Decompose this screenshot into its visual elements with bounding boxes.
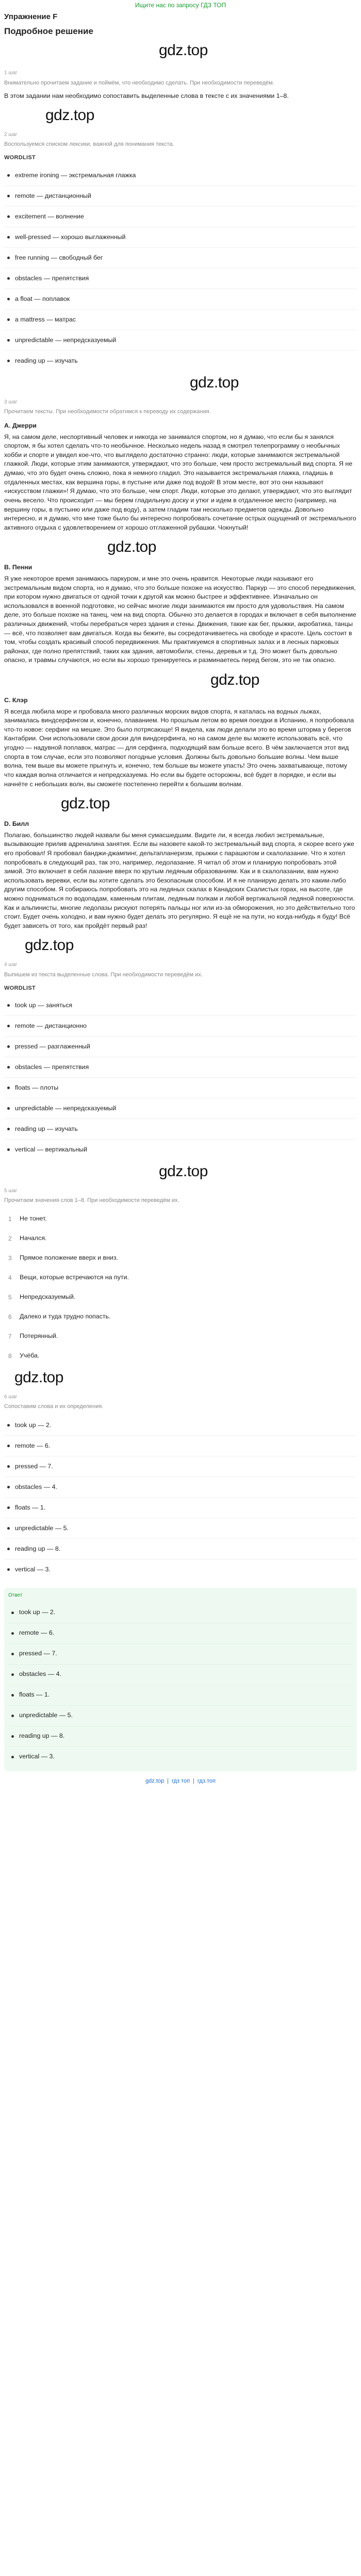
matches-list: [4, 1415, 357, 1580]
list-item: reading up — 8.: [8, 1726, 353, 1747]
bullet-icon: [11, 1612, 14, 1614]
top-banner[interactable]: Ищите нас по запросу ГДЗ ТОП: [135, 2, 226, 9]
bullet-icon: [7, 277, 10, 280]
watermark: gdz.top: [159, 1163, 208, 1180]
bullet-icon: [7, 1548, 10, 1550]
list-item: remote — дистанционно: [4, 1016, 357, 1037]
step-instruction: Воспользуемся списком лексики, важной для понимания текста.: [4, 141, 174, 148]
watermark: gdz.top: [25, 937, 74, 954]
step-label: 6 шаг: [4, 1394, 18, 1400]
bullet-icon: [7, 1148, 10, 1151]
list-item: 1 Не тонет.: [8, 1215, 47, 1223]
speaker-text: Полагаю, большинство людей назвали бы меня сумасшедшим. Видите ли, я всегда любил экстремальные, вызывающие прилив адреналина занятия. Если вы назовете какой-то экстремальный вид спорта, я скорее всего уже его пробовал! Я пробовал банджи-джампинг, дельтапланеризм, прыжки с парашютом и скалолазание. Что я хотел попробовать в следующий раз, так это, например, ледолазание. Я читал об этом и планирую попробовать этой зимой. Это включает в себя лазание вверх по крутым ледяным образованиям. Как и в скалолазании, вам нужно использовать веревки, если вы хотите сделать это безопасным способом. И я не планирую делать это каким-либо другим способом. Я собираюсь попробовать это на ледяных скалах в Канадских Скалистых горах, на высоте, где можно подниматься по водопадам, каменным плитам, ледяным полкам и любой вертикальной ледяной поверхности. Как и альпинисты, многие ледолазы рискуют потерять пальцы ног или из-за обморожения, но это действительно того стоит. Будет очень холодно, и вам нужно будет делать это регулярно. Я ещё не на пути, но когда-нибудь я буду! Всё будет зависеть от того, как пройдёт первый раз!: [4, 831, 355, 929]
watermark-row: [4, 104, 357, 126]
bullet-icon: [7, 174, 10, 177]
step-instruction: Прочитаем значения слов 1–8. При необходимости переведём их.: [4, 1197, 179, 1204]
watermark: gdz.top: [14, 1369, 63, 1386]
footer-link[interactable]: gdz.top: [145, 1777, 165, 1784]
bullet-icon: [11, 1715, 14, 1717]
bullet-icon: [7, 1004, 10, 1007]
list-item: obstacles — препятствия: [4, 268, 357, 289]
list-item: reading up — изучать: [4, 351, 357, 371]
list-item: remote — 6.: [4, 1436, 357, 1456]
bullet-icon: [11, 1673, 14, 1676]
wordlist-title: WORDLIST: [4, 985, 36, 991]
list-item: unpredictable — непредсказуемый: [4, 1098, 357, 1119]
bullet-icon: [7, 1128, 10, 1130]
step-instruction: Сопоставим слова и их определения.: [4, 1403, 104, 1410]
list-item: 7 Потерянный.: [8, 1332, 58, 1340]
speaker-text: Я всегда любила море и пробовала много различных морских видов спорта, я каталась на водных лыжах, занималась виндсерфингом и, конечно, плаванием. Но прошлым летом во время поездки в Испанию, я попробовала что-то новое: серфинг на мешке. Это было потрясающе! Я видела, как люди делали это во время шторма у берегов Кантабрии. Они использовали свои доски для виндсерфинга, но на самом деле вы можете использовать всё, что угодно — надувной поплавок, матрас — для серфинга, подходящий вам больше всего. В чём заключается этот вид спорта в том случае, если это позволяют погодные условия. Должны быть довольно большие волны. Чем выше волна, тем выше вы можете прыгнуть и, конечно, тем больше вы можете упасть! Это очень захватывающе, потому что каждая волна отличается и непредсказуема. Но если вы будете осторожны, всё будет в порядке, и если вы начнёте с небольших волн, вы сможете постепенно перейти к большим волнам.: [4, 707, 354, 788]
step-4: [4, 961, 357, 1160]
bullet-icon: [7, 1465, 10, 1468]
bullet-icon: [7, 298, 10, 300]
bullet-icon: [11, 1735, 14, 1738]
watermark-row: [4, 535, 357, 558]
list-item: 5 Непредсказуемый.: [8, 1293, 76, 1301]
step-label: 2 шаг: [4, 132, 18, 138]
speaker-text: Я, на самом деле, неспортивный человек и никогда не занимался спортом, но я думаю, что если бы я занялся спортом, я бы хотел сделать что-то необычное. Несколько недель назад я смотрел телепрограмму о необычных хобби и спорте и увидел кое-что, что выглядело достаточно странно: люди, которые занимаются экстремальной глажкой. Люди, которые этим занимаются, утверждают, что это больше, чем просто экстремальный вид спорта. Я не думаю, что это будет очень сложно, пока я немного гладил. Это называется экстремальная глажка, гладишь в отдаленных местах, как вершина горы, в пустыне или даже под водой! В этом месте, вот это они называют «искусством глажки»! Я думаю, что это больше, чем спорт. Люди, которые это делают, утверждают, что это выглядит очень весело. Что происходит — мы берем гладильную доску и утюг и идем в отдаленное место (например, на вершину горы, в пустыню или даже под воду), а затем гладим там несколько предметов одежды. Довольно интересно, и я думаю, что мне тоже было бы интересно попробовать сочетание острых ощущений от экстремального активного отдыха с удовлетворением от хорошо отглаженной рубашки. Чокнутый!: [4, 433, 356, 531]
step-label: 3 шаг: [4, 399, 18, 405]
page-content: [0, 11, 361, 1785]
watermark-row: [4, 1160, 357, 1182]
speaker-text: Я уже некоторое время занимаюсь паркуром, и мне это очень нравится. Некоторые люди называют его экстремальным видом спорта, но я думаю, что это больше похоже на искусство. Паркур — это способ передвижения, при котором нужно двигаться от одной точки к другой как можно быстрее и эффективнее. Изначально он использовался в военной подготовке, но сейчас многие люди занимаются им просто для удовольствия. На самом деле, это больше похоже на танец, чем на вид спорта. Обычно это делается в городах и включает в себя выполнение различных движений, чтобы перебраться через здания и стены. Движения, такие как бег, прыжки, акробатика, танцы — всё, что позволяет вам двигаться. Когда вы бежите, вы сосредотачиваетесь на свободе и красоте. Цель состоит в том, чтобы создать красивый способ передвижения. Мы практикуемся в спортивных залах и в лесных парковых районах, где полно препятствий, таких как здания, автомобили, стены, деревья и т.д. Это может быть довольно опасно, и травмы случаются, но если вы хорошо тренируетесь и разминаетесь перед бегом, это не так опасно.: [4, 574, 356, 664]
list-item: vertical — вертикальный: [4, 1140, 357, 1160]
watermark-row: [4, 1366, 357, 1388]
bullet-icon: [7, 339, 10, 342]
list-item: extreme ironing — экстремальная глажка: [4, 165, 357, 186]
speaker-heading: B. Пенни: [4, 564, 32, 571]
list-item: remote — 6.: [8, 1623, 353, 1644]
bullet-icon: [7, 1424, 10, 1427]
watermark-row: [4, 934, 357, 956]
step-label: 4 шаг: [4, 962, 18, 968]
bullet-icon: [7, 1527, 10, 1530]
list-item: 8 Учёба.: [8, 1352, 40, 1360]
step-6: [4, 1394, 357, 1580]
watermark: gdz.top: [61, 795, 110, 812]
list-item: obstacles — 4.: [4, 1477, 357, 1498]
list-item: remote — дистанционный: [4, 186, 357, 207]
exercise-title: Упражнение F: [4, 12, 58, 21]
list-item: unpredictable — 5.: [8, 1706, 353, 1726]
bullet-icon: [7, 360, 10, 362]
list-item: took up — заняться: [4, 995, 357, 1016]
bullet-icon: [7, 236, 10, 239]
watermark: gdz.top: [107, 538, 156, 556]
watermark: gdz.top: [190, 374, 239, 391]
list-item: 3 Прямое положение вверх и вниз.: [8, 1254, 118, 1262]
answer-box: [4, 1588, 357, 1771]
list-item: vertical — 3.: [4, 1560, 357, 1580]
watermark: gdz.top: [210, 671, 259, 689]
bullet-icon: [7, 257, 10, 259]
list-item: reading up — изучать: [4, 1119, 357, 1140]
list-item: pressed — разглаженный: [4, 1037, 357, 1057]
list-item: floats — плоты: [4, 1078, 357, 1098]
watermark-row: [4, 371, 357, 394]
watermark: gdz.top: [159, 42, 208, 59]
bullet-icon: [7, 1087, 10, 1089]
step-body: В этом задании нам необходимо сопоставить выделенные слова в тексте с их значениями 1–8.: [4, 92, 289, 99]
solution-heading: Подробное решение: [4, 26, 93, 37]
list-item: took up — 2.: [8, 1603, 353, 1623]
bullet-icon: [7, 1568, 10, 1571]
bullet-icon: [11, 1653, 14, 1655]
bullet-icon: [11, 1756, 14, 1758]
list-item: free running — свободный бег: [4, 248, 357, 268]
speaker-heading: C. Клэр: [4, 697, 28, 704]
list-item: vertical — 3.: [8, 1747, 353, 1767]
watermark-row: [4, 42, 357, 64]
list-item: floats — 1.: [8, 1685, 353, 1706]
step-instruction: Прочитаем тексты. При необходимости обратимся к переводу их содержания.: [4, 409, 211, 415]
watermark-row: [4, 792, 357, 815]
bullet-icon: [7, 215, 10, 218]
list-item: 4 Вещи, которые встречаются на пути.: [8, 1274, 129, 1281]
watermark: gdz.top: [45, 107, 94, 124]
step-label: 1 шаг: [4, 70, 18, 76]
step-5: [4, 1188, 357, 1366]
wordlist: [4, 165, 357, 371]
list-item: unpredictable — 5.: [4, 1518, 357, 1539]
footer-links: gdz.top | гдз топ | гдз.топ: [4, 1777, 357, 1786]
step-1: [4, 70, 357, 100]
step-instruction: Выпишем из текста выделенные слова. При необходимости переведём их.: [4, 971, 203, 978]
list-item: obstacles — 4.: [8, 1665, 353, 1685]
list-item: excitement — волнение: [4, 207, 357, 227]
step-3: [4, 399, 357, 931]
list-item: pressed — 7.: [8, 1644, 353, 1665]
answer-label: Ответ: [8, 1592, 23, 1599]
list-item: floats — 1.: [4, 1498, 357, 1518]
list-item: a mattress — матрас: [4, 310, 357, 330]
bullet-icon: [7, 1066, 10, 1069]
step-2: [4, 131, 357, 371]
bullet-icon: [7, 1045, 10, 1048]
bullet-icon: [7, 1486, 10, 1488]
list-item: unpredictable — непредсказуемый: [4, 330, 357, 351]
footer-link[interactable]: гдз.топ: [197, 1777, 216, 1784]
bullet-icon: [7, 318, 10, 321]
wordlist-title: WORDLIST: [4, 155, 36, 161]
step-label: 5 шаг: [4, 1188, 18, 1194]
bullet-icon: [7, 1506, 10, 1509]
definitions-list: [4, 1209, 357, 1366]
step-instruction: Внимательно прочитаем задание и поймём, что необходимо сделать. При необходимости переведём.: [4, 79, 274, 86]
list-item: obstacles — препятствия: [4, 1057, 357, 1078]
bullet-icon: [7, 1107, 10, 1110]
bullet-icon: [7, 195, 10, 197]
bullet-icon: [7, 1445, 10, 1447]
list-item: took up — 2.: [4, 1415, 357, 1436]
watermark-row: [4, 668, 357, 691]
list-item: well-pressed — хорошо выглаженный: [4, 227, 357, 248]
bullet-icon: [7, 1025, 10, 1027]
wordlist: [4, 995, 357, 1160]
bullet-icon: [11, 1632, 14, 1635]
list-item: pressed — 7.: [4, 1456, 357, 1477]
list-item: 6 Далеко и туда трудно попасть.: [8, 1313, 111, 1320]
list-item: 2 Начался.: [8, 1234, 47, 1242]
speaker-heading: D. Билл: [4, 820, 29, 828]
list-item: reading up — 8.: [4, 1539, 357, 1560]
footer-link[interactable]: гдз топ: [172, 1777, 190, 1784]
speaker-heading: A. Джерри: [4, 422, 37, 430]
bullet-icon: [11, 1694, 14, 1697]
list-item: a float — поплавок: [4, 289, 357, 310]
